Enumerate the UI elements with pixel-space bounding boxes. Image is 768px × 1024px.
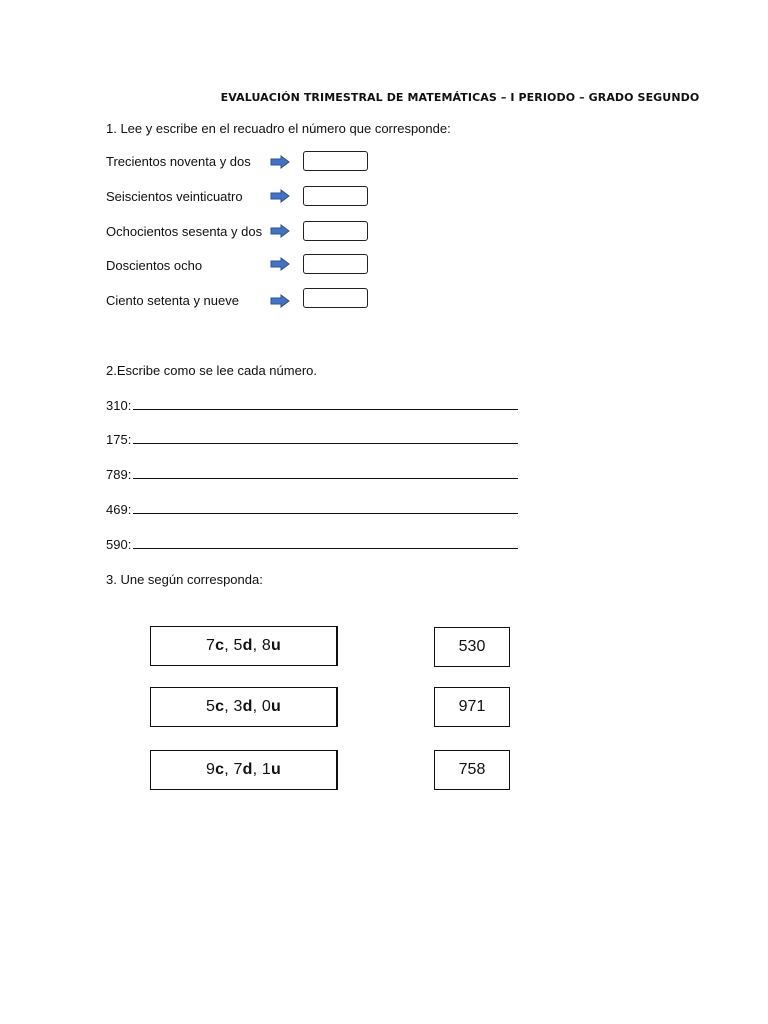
number-box[interactable]: 971 [434,687,510,727]
answer-box[interactable] [303,186,368,206]
hundreds-digit: 9 [206,761,216,778]
separator: , [252,637,262,654]
tens-digit: 5 [233,637,243,654]
hundreds-letter: c [215,698,225,715]
tens-letter: d [242,761,253,778]
tens-digit: 3 [233,698,243,715]
units-letter: u [271,761,281,778]
number-box[interactable]: 530 [434,627,510,667]
number-label: 175: [106,432,132,447]
hundreds-letter: c [215,761,225,778]
write-line[interactable] [106,502,518,517]
q1-item-label: Trecientos noventa y dos [106,154,251,169]
number-label: 789: [106,467,132,482]
q1-item-label: Ochocientos sesenta y dos [106,224,263,239]
q1-item-label: Doscientos ocho [106,258,203,273]
answer-box[interactable] [303,288,368,308]
answer-box[interactable] [303,254,368,274]
separator: , [224,761,234,778]
hundreds-digit: 5 [206,698,216,715]
q1-item-label: Ciento setenta y nueve [106,293,239,308]
separator: , [252,761,262,778]
page-title: EVALUACIÓN TRIMESTRAL DE MATEMÁTICAS – I PERIODO – GRADO SEGUNDO [220,91,700,104]
separator: , [224,637,234,654]
number-label: 310: [106,398,132,413]
hundreds-letter: c [215,637,225,654]
tens-letter: d [242,698,253,715]
answer-box[interactable] [303,221,368,241]
units-letter: u [271,698,281,715]
units-digit: 0 [261,698,272,715]
right-arrow-icon [270,294,290,308]
write-line[interactable] [106,398,518,413]
value-decomposition-box[interactable] [150,750,338,790]
value-decomposition-box[interactable] [150,687,338,727]
write-line[interactable] [106,432,518,447]
right-arrow-icon [270,257,290,271]
separator: , [224,698,234,715]
separator: , [252,698,262,715]
units-digit: 8 [261,637,272,654]
right-arrow-icon [270,224,290,238]
q1-item-label: Seiscientos veinticuatro [106,189,243,204]
question-3-prompt: 3. Une según corresponda: [106,572,263,587]
write-line[interactable] [106,467,518,482]
write-line[interactable] [106,537,518,552]
right-arrow-icon [270,155,290,169]
right-arrow-icon [270,189,290,203]
tens-letter: d [242,637,253,654]
question-2-prompt: 2.Escribe como se lee cada número. [106,363,317,378]
number-label: 469: [106,502,132,517]
answer-box[interactable] [303,151,368,171]
number-label: 590: [106,537,132,552]
tens-digit: 7 [233,761,243,778]
question-1-prompt: 1. Lee y escribe en el recuadro el número que corresponde: [106,121,451,136]
units-letter: u [271,637,281,654]
number-box[interactable]: 758 [434,750,510,790]
units-digit: 1 [261,761,272,778]
hundreds-digit: 7 [206,637,216,654]
value-decomposition-box[interactable] [150,626,338,666]
